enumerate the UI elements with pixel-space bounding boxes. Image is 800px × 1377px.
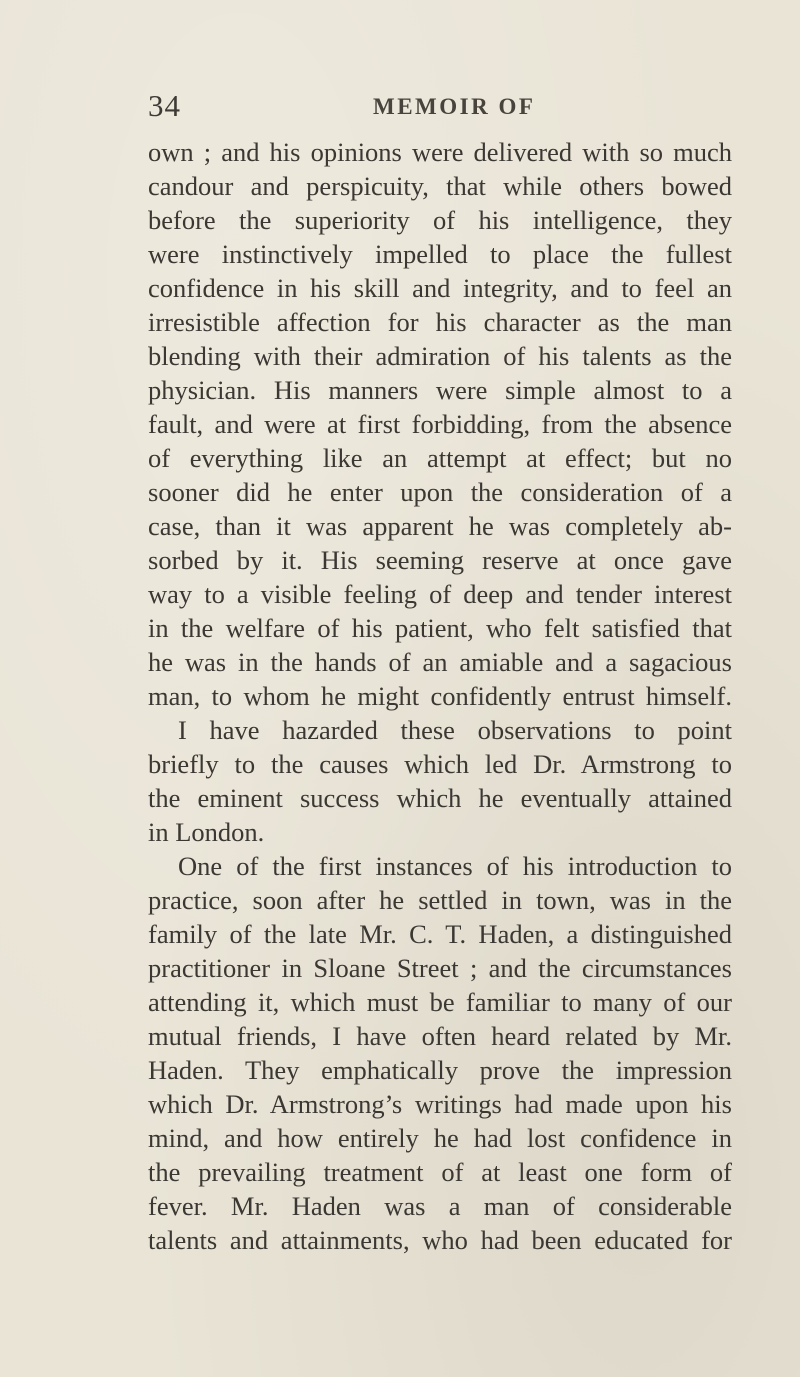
text-line: briefly to the causes which led Dr. Armstrong to [148,749,732,779]
text-line: family of the late Mr. C. T. Haden, a distinguished [148,919,732,949]
text-line: mutual friends, I have often heard related by Mr. [148,1021,732,1051]
page-number: 34 [148,88,181,123]
text-line: man, to whom he might confidently entrust himself. [148,681,732,711]
text-line: the eminent success which he eventually attained [148,783,732,813]
text-line: own ; and his opinions were delivered with so much [148,137,732,167]
text-line: sorbed by it. His seeming reserve at once gave [148,545,732,575]
text-line: talents and attainments, who had been educated for [148,1225,732,1255]
text-line: which Dr. Armstrong’s writings had made upon his [148,1089,732,1119]
text-line: before the superiority of his intelligence, they [148,205,732,235]
text-line: fault, and were at first forbidding, from the absence [148,409,732,439]
text-line: in London. [148,817,265,847]
text-line: physician. His manners were simple almost to a [148,375,732,405]
text-line: the prevailing treatment of at least one form of [148,1157,732,1187]
text-line: way to a visible feeling of deep and tender interest [148,579,732,609]
text-line: blending with their admiration of his talents as the [148,341,732,371]
text-line: candour and perspicuity, that while others bowed [148,171,732,201]
page-header [148,90,748,130]
text-line: fever. Mr. Haden was a man of considerable [148,1191,732,1221]
text-line: sooner did he enter upon the consideration of a [148,477,732,507]
text-line: he was in the hands of an amiable and a sagacious [148,647,732,677]
text-line: practitioner in Sloane Street ; and the circumstances [148,953,732,983]
running-head: MEMOIR OF [373,94,536,119]
text-line: Haden. They emphatically prove the impression [148,1055,732,1085]
text-line: case, than it was apparent he was completely ab- [148,511,732,541]
text-line: of everything like an attempt at effect; but no [148,443,732,473]
text-line: were instinctively impelled to place the fullest [148,239,732,269]
text-line: I have hazarded these observations to point [178,715,732,745]
text-line: One of the first instances of his introduction to [178,851,732,881]
text-line: practice, soon after he settled in town, was in the [148,885,732,915]
text-line: in the welfare of his patient, who felt satisfied that [148,613,732,643]
text-line: mind, and how entirely he had lost confidence in [148,1123,732,1153]
body-text [148,135,732,1257]
text-line: confidence in his skill and integrity, and to feel an [148,273,732,303]
text-line: attending it, which must be familiar to many of our [148,987,732,1017]
text-line: irresistible affection for his character as the man [148,307,732,337]
